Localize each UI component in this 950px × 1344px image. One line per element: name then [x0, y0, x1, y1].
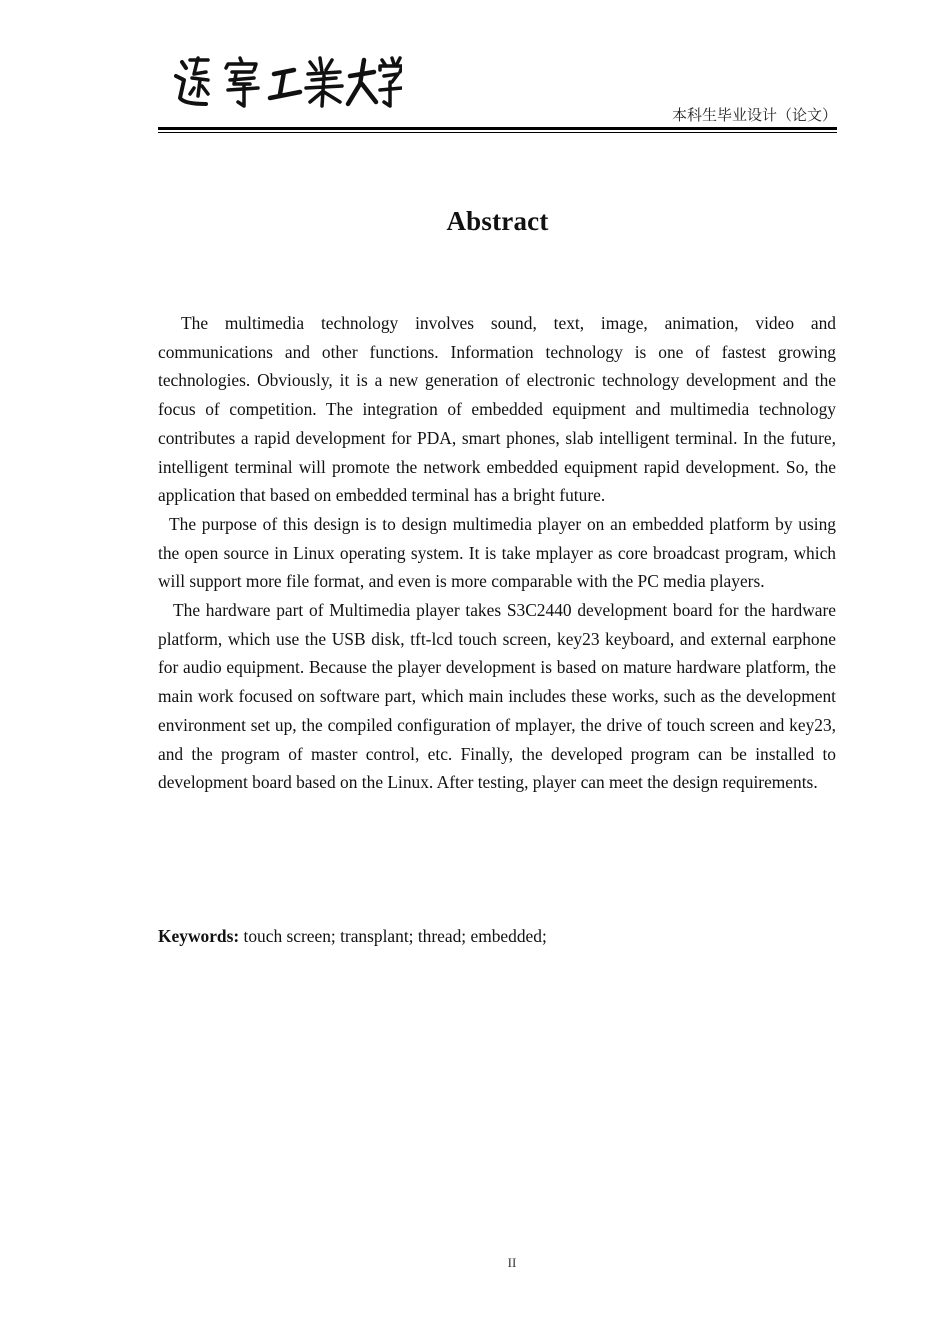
abstract-heading: Abstract — [446, 206, 549, 236]
header-rule-thick — [158, 127, 837, 130]
keywords-list: touch screen; transplant; thread; embedded; — [243, 926, 547, 946]
document-type-label: 本科生毕业设计（论文） — [671, 106, 837, 124]
keywords-line — [158, 922, 836, 950]
logo-text: 遼寧工業大學 — [170, 54, 176, 55]
abstract-paragraph-1: The multimedia technology involves sound, text, image, animation, video and communications and other functions. Information technology is one of fastest growing technologies. Obviously, it is a new generation of electronic technology development and the focus of competition. The integration of embedded equipment and multimedia technology contributes a rapid development for PDA, smart phones, slab intelligent terminal. In the future, intelligent terminal will promote the network embedded equipment rapid development. So, the application that based on embedded terminal has a bright future. — [158, 313, 836, 506]
university-calligraphy-logo — [170, 54, 402, 112]
abstract-body — [158, 309, 836, 797]
page-number: II — [507, 1255, 517, 1270]
abstract-paragraph-3: The hardware part of Multimedia player takes S3C2440 development board for the hardware platform, which use the USB disk, tft-lcd touch screen, key23 keyboard, and external earphone for audio equipment. Because the player development is based on mature hardware platform, the main work focused on software part, which main includes these works, such as the development environment set up, the compiled configuration of mplayer, the drive of touch screen and key23, and the program of master control, etc. Finally, the developed program can be installed to development board based on the Linux. After testing, player can meet the design requirements. — [158, 600, 836, 793]
page-header — [158, 52, 837, 132]
keywords-label: Keywords: — [158, 926, 240, 946]
abstract-paragraph-2: The purpose of this design is to design multimedia player on an embedded platform by using the open source in Linux operating system. It is take mplayer as core broadcast program, which will support more file format, and even is more comparable with the PC media players. — [158, 513, 836, 592]
header-rule-thin — [158, 132, 837, 133]
